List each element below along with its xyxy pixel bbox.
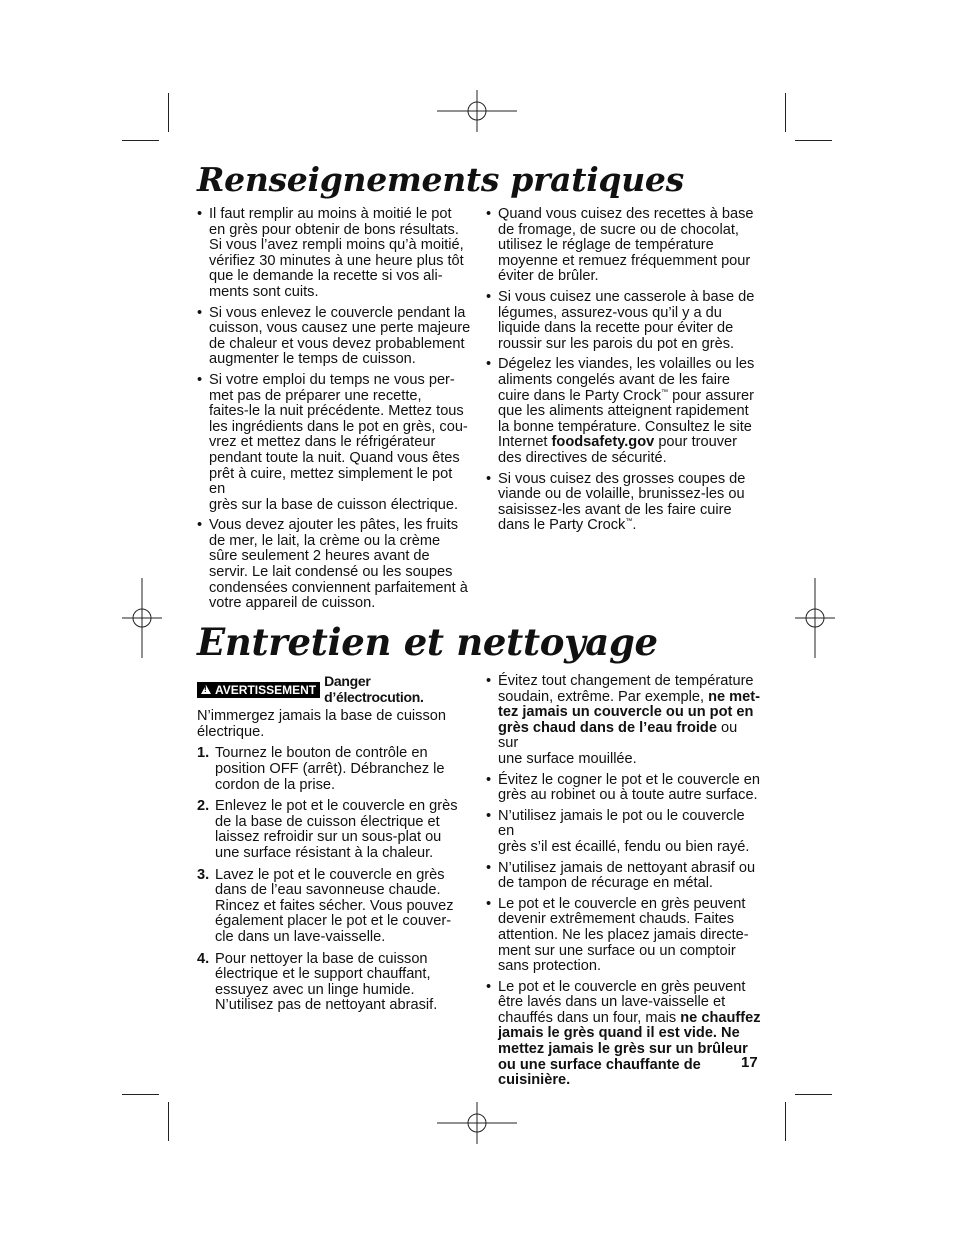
trademark-symbol: ™ [661, 388, 669, 396]
step-item: 4. Pour nettoyer la base de cuisson électrique et le support chauffant, essuyez avec un linge humide. N’utilisez pas de nettoyant abrasif. [197, 950, 438, 1014]
crop-mark [795, 1094, 832, 1095]
registration-mark-left [122, 578, 162, 658]
warning-header [197, 674, 472, 705]
care-right-column [486, 674, 761, 1094]
warning-badge: ! AVERTISSEMENT [197, 682, 320, 698]
step-item: 3. Lavez le pot et le couvercle en grès dans de l’eau savonneuse chaude. Rincez et faites sécher. Vous pouvez également placer le pot et le couver- cle dans un lave-vaisselle. [197, 866, 454, 945]
tips-left-column [197, 207, 472, 617]
crop-mark [785, 1102, 786, 1141]
list-item: • Dégelez les viandes, les volailles ou les aliments congelés avant de les faire cuire dans le Party Crock™ pour assurer que les aliments atteignent rapidement la bonne température. Consultez le site Internet foodsafety.gov pour trouver des directives de sécurité. [486, 357, 761, 466]
section-title-care: Entretien et nettoyage [197, 620, 658, 664]
list-item: • Si vous enlevez le couvercle pendant la cuisson, vous causez une perte majeure de chaleur et vous devez probablement augmenter le temps de cuisson. [197, 306, 472, 368]
list-item: • Si vous cuisez une casserole à base de légumes, assurez-vous qu’il y a du liquide dans la recette pour éviter de roussir sur les parois du pot en grès. [486, 290, 761, 352]
crop-mark [168, 93, 169, 132]
step-item: 2. Enlevez le pot et le couvercle en grès de la base de cuisson électrique et laissez refroidir sur un sous-plat ou une surface résistant à la chaleur. [197, 798, 458, 861]
crop-mark [795, 140, 832, 141]
trademark-symbol: ™ [625, 518, 633, 526]
warning-triangle-icon [201, 685, 211, 694]
tips-right-column [486, 207, 761, 539]
registration-mark-top [437, 90, 517, 132]
list-item: • Le pot et le couvercle en grès peuvent devenir extrêmement chauds. Faites attention. Ne les placez jamais directe- ment sur une surface ou un comptoir sans protection. [486, 897, 761, 975]
crop-mark [122, 1094, 159, 1095]
warning-label: Danger d’électrocution. [324, 673, 424, 705]
list-item: • N’utilisez jamais le pot ou le couvercle en grès s’il est écaillé, fendu ou bien rayé. [486, 809, 761, 856]
step-item: 1. Tournez le bouton de contrôle en position OFF (arrêt). Débranchez le cordon de la prise. [197, 745, 445, 793]
list-item: • Évitez le cogner le pot et le couvercle en grès au robinet ou à toute autre surface. [486, 773, 761, 804]
crop-mark [785, 93, 786, 132]
list-item: • Le pot et le couvercle en grès peuvent être lavés dans un lave-vaisselle et chauffés dans un four, mais ne chauffez jamais le grès quand il est vide. Ne mettez jamais le grès sur un brûleur ou une surface chauffante de cuisinière. [486, 980, 761, 1089]
page-number: 17 [741, 1054, 758, 1071]
registration-mark-bottom [437, 1102, 517, 1144]
list-item: • Évitez tout changement de température soudain, extrême. Par exemple, ne met- tez jamais un couvercle ou un pot en grès chaud dans de l’eau froide ou sur une surface mouillée. [486, 674, 761, 768]
cleaning-steps [197, 746, 472, 1014]
warning-intro: N’immergez jamais la base de cuisson électrique. [197, 708, 447, 740]
section-title-tips: Renseignements pratiques [197, 160, 684, 199]
list-item: • Quand vous cuisez des recettes à base de fromage, de sucre ou de chocolat, utilisez le réglage de température moyenne et remuez fréquemment pour éviter de brûler. [486, 207, 761, 285]
care-left-column [197, 674, 472, 1020]
crop-mark [168, 1102, 169, 1141]
registration-mark-right [795, 578, 835, 658]
list-item: • Si vous cuisez des grosses coupes de viande ou de volaille, brunissez-les ou saisissez-les avant de les faire cuire dans le Party Crock™. [486, 472, 761, 534]
list-item: • Si votre emploi du temps ne vous per- met pas de préparer une recette, faites-le la nuit précédente. Mettez tous les ingrédients dans le pot en grès, cou- vrez et mettez dans le réfrigérateur pendant toute la nuit. Quand vous êtes prêt à cuire, mettez simplement le pot en grès sur la base de cuisson électrique. [197, 373, 472, 513]
list-item: • Il faut remplir au moins à moitié le pot en grès pour obtenir de bons résultats. Si vous l’avez rempli moins qu’à moitié, vérifiez 30 minutes à une heure plus tôt que le demande la recette si vos ali- ments sont cuits. [197, 207, 472, 301]
list-item: • Vous devez ajouter les pâtes, les fruits de mer, le lait, la crème ou la crème sûre seulement 2 heures avant de servir. Le lait condensé ou les soupes condensées conviennent parfaitement à votre appareil de cuisson. [197, 518, 472, 612]
crop-mark [122, 140, 159, 141]
list-item: • N’utilisez jamais de nettoyant abrasif ou de tampon de récurage en métal. [486, 861, 761, 892]
website-link[interactable]: foodsafety.gov [551, 434, 655, 451]
